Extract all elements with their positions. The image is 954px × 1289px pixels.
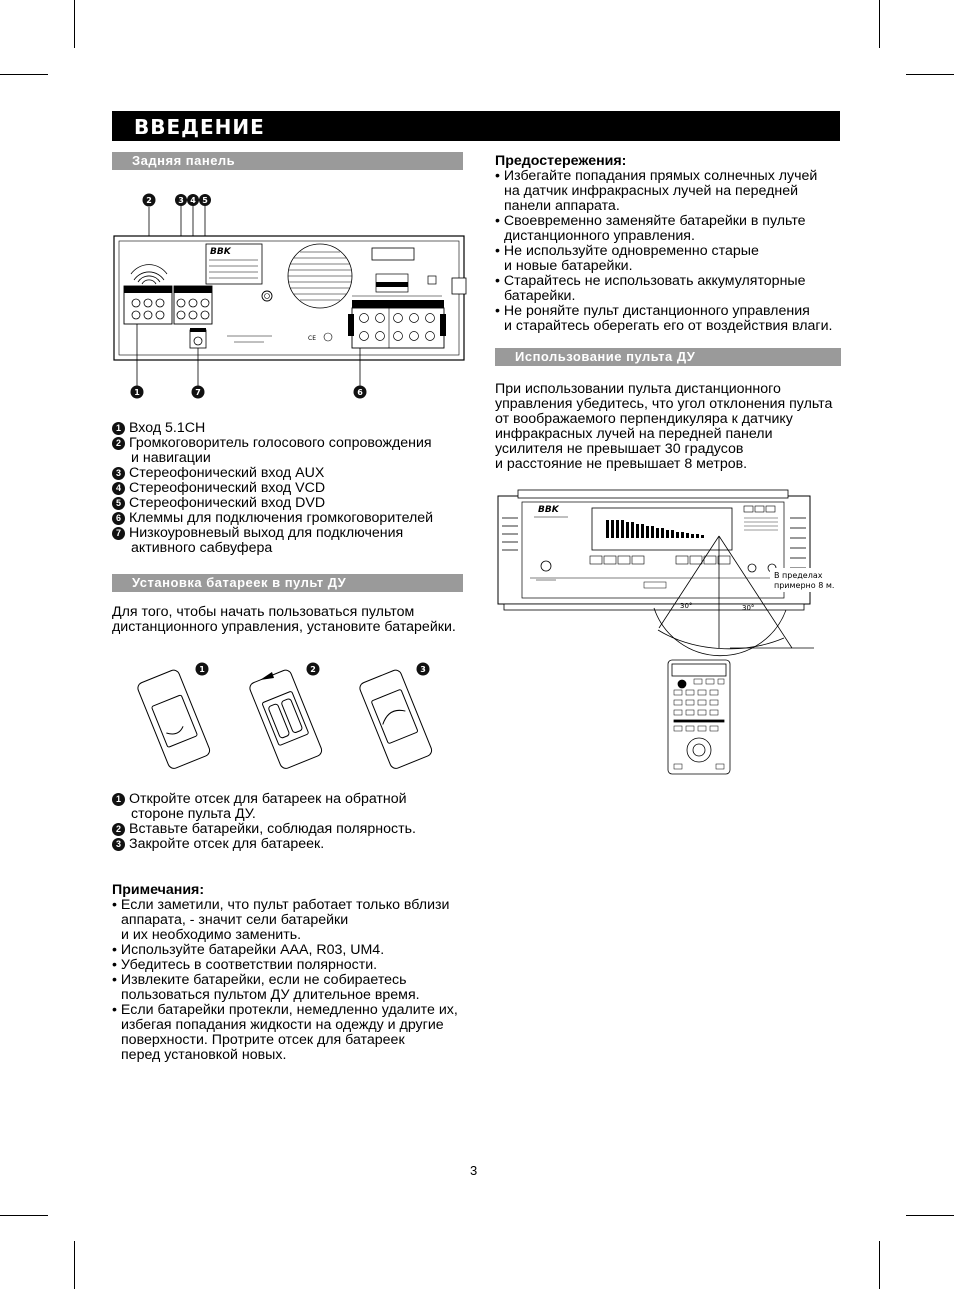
note-item: • Используйте батарейки AAA, R03, UM4. (112, 942, 385, 958)
battery-intro-line: дистанционного управления, установите батарейки. (112, 619, 456, 635)
caution-text-cont: на датчик инфракрасных лучей на передней (504, 183, 799, 199)
rear-brand-logo: BBK (210, 247, 231, 257)
legend-text: Вход 5.1CH (129, 420, 206, 436)
step-text: Закройте отсек для батареек. (129, 836, 325, 852)
crop-mark (879, 0, 880, 48)
note-item: • Если заметили, что пульт работает только вблизи (112, 897, 450, 913)
step-num: 1 (112, 793, 125, 806)
legend-num: 5 (112, 497, 125, 510)
angle-left-label: 30° (680, 602, 693, 610)
range-label-line2: примерно 8 м. (774, 581, 835, 590)
battery-step-2-marker (307, 663, 320, 676)
front-panel-figure (494, 488, 835, 778)
legend-item (112, 496, 433, 511)
legend-item (112, 436, 433, 451)
legend-num: 2 (112, 437, 125, 450)
range-label-line1: В пределах (774, 571, 823, 580)
cautions-block (495, 154, 832, 334)
legend-num: 6 (112, 512, 125, 525)
legend-text: Клеммы для подключения громкоговорителей (129, 510, 434, 526)
legend-num: 3 (112, 467, 125, 480)
rear-panel-legend (112, 421, 433, 556)
step-num: 3 (112, 838, 125, 851)
battery-intro (112, 605, 456, 635)
legend-item (112, 466, 433, 481)
legend-text-cont: и навигации (131, 450, 211, 466)
note-item: • Убедитесь в соответствии полярности. (112, 957, 378, 973)
caution-item: • Не роняйте пульт дистанционного управления (495, 303, 810, 319)
legend-num: 7 (112, 527, 125, 540)
rear-panel-figure (112, 190, 468, 402)
page-header-banner (112, 111, 840, 141)
legend-item (112, 511, 433, 526)
remote-usage-line: инфракрасных лучей на передней панели (495, 426, 773, 442)
step-text-cont: стороне пульта ДУ. (131, 806, 256, 822)
caution-text: Избегайте попадания прямых солнечных лучей (503, 168, 818, 184)
note-text-cont: аппарата, - значит сели батарейки (121, 912, 349, 928)
battery-step (112, 792, 416, 807)
callout-7 (192, 386, 205, 399)
remote-usage-line: усилителя не превышает 30 градусов (495, 441, 744, 457)
battery-step-2-label: 2 (310, 665, 316, 674)
battery-steps-figure (120, 658, 440, 758)
legend-item (112, 526, 433, 541)
battery-step (112, 822, 416, 837)
caution-item: • Избегайте попадания прямых солнечных лучей (495, 168, 818, 184)
callout-6 (354, 386, 367, 399)
section-remote-usage: Использование пульта ДУ (495, 348, 841, 366)
callout-3-label: 3 (178, 196, 184, 205)
callout-5-label: 5 (202, 196, 208, 205)
crop-mark (74, 1241, 75, 1289)
note-text-cont: и их необходимо заменить. (121, 927, 302, 943)
callout-1 (131, 386, 144, 399)
note-text: Если батарейки протекли, немедленно удалите их, (120, 1002, 458, 1018)
crop-mark (0, 74, 48, 75)
angle-right-label: 30° (742, 604, 755, 612)
crop-mark (74, 0, 75, 48)
step-num: 2 (112, 823, 125, 836)
legend-text: Стереофонический вход AUX (129, 465, 325, 481)
note-text: Если заметили, что пульт работает только вблизи (120, 897, 450, 913)
caution-text-cont: дистанционного управления. (504, 228, 695, 244)
note-text-cont: перед установкой новых. (121, 1047, 287, 1063)
legend-num: 4 (112, 482, 125, 495)
callout-2-label: 2 (146, 196, 152, 205)
step-text: Откройте отсек для батареек на обратной (129, 791, 407, 807)
note-text: Используйте батарейки AAA, R03, UM4. (120, 942, 385, 958)
legend-num: 1 (112, 422, 125, 435)
caution-text-cont: батарейки. (504, 288, 576, 304)
battery-step-1-label: 1 (199, 665, 205, 674)
legend-text: Громкоговоритель голосового сопровождения (129, 435, 432, 451)
note-item: • Если батарейки протекли, немедленно удалите их, (112, 1002, 458, 1018)
remote-usage-line: При использовании пульта дистанционного (495, 381, 781, 397)
battery-steps (112, 792, 416, 852)
battery-step-3-marker (417, 663, 430, 676)
crop-mark (0, 1215, 48, 1216)
crop-mark (879, 1241, 880, 1289)
legend-item (112, 421, 433, 436)
legend-text: Стереофонический вход VCD (129, 480, 326, 496)
notes-title: Примечания: (112, 882, 205, 898)
crop-mark (906, 74, 954, 75)
section-rear-panel: Задняя панель (112, 152, 463, 170)
callout-4-label: 4 (190, 196, 196, 205)
callout-1-label: 1 (134, 388, 140, 397)
battery-step (112, 837, 416, 852)
callout-6-label: 6 (357, 388, 363, 397)
cautions-title: Предостережения: (495, 153, 627, 169)
battery-step-3-label: 3 (420, 665, 426, 674)
note-text-cont: поверхности. Протрите отсек для батареек (121, 1032, 405, 1048)
legend-item (112, 481, 433, 496)
callout-5 (199, 194, 211, 206)
caution-text: Не роняйте пульт дистанционного управления (503, 303, 810, 319)
caution-item: • Не используйте одновременно старые (495, 243, 759, 259)
caution-text-cont: и новые батарейки. (504, 258, 633, 274)
caution-text: Старайтесь не использовать аккумуляторные (503, 273, 806, 289)
remote-usage-text (495, 382, 832, 472)
callout-7-label: 7 (195, 388, 201, 397)
page-number: 3 (470, 1163, 478, 1178)
remote-usage-line: управления убедитесь, что угол отклонения пульта (495, 396, 833, 412)
caution-text: Не используйте одновременно старые (503, 243, 759, 259)
caution-item: • Своевременно заменяйте батарейки в пульте (495, 213, 806, 229)
note-text-cont: избегая попадания жидкости на одежду и другие (121, 1017, 444, 1033)
remote-usage-line: от воображаемого перпендикуляра к датчику (495, 411, 793, 427)
battery-intro-line: Для того, чтобы начать пользоваться пультом (112, 604, 415, 620)
step-text: Вставьте батарейки, соблюдая полярность. (129, 821, 416, 837)
caution-text-cont: панели аппарата. (504, 198, 620, 214)
callout-3 (175, 194, 187, 206)
legend-text: Низкоуровневый выход для подключения (129, 525, 404, 541)
note-text: Извлеките батарейки, если не собираетесь (120, 972, 407, 988)
caution-item: • Старайтесь не использовать аккумуляторные (495, 273, 806, 289)
remote-usage-line: и расстояние не превышает 8 метров. (495, 456, 748, 472)
callout-4 (187, 194, 199, 206)
note-item: • Извлеките батарейки, если не собираетесь (112, 972, 407, 988)
front-brand-logo: BBK (538, 505, 559, 515)
section-battery-install: Установка батареек в пульт ДУ (112, 574, 463, 592)
caution-text: Своевременно заменяйте батарейки в пульте (503, 213, 806, 229)
note-text: Убедитесь в соответствии полярности. (120, 957, 378, 973)
battery-step-1-marker (196, 663, 209, 676)
svg-text:CE: CE (308, 335, 316, 342)
legend-text: Стереофонический вход DVD (129, 495, 326, 511)
crop-mark (906, 1215, 954, 1216)
notes-block (112, 883, 458, 1063)
callout-2 (143, 194, 156, 207)
note-text-cont: пользоваться пультом ДУ длительное время. (121, 987, 420, 1003)
page-title: ВВЕДЕНИЕ (134, 115, 265, 139)
legend-text-cont: активного сабвуфера (131, 540, 273, 556)
caution-text-cont: и старайтесь оберегать его от воздействия влаги. (504, 318, 833, 334)
